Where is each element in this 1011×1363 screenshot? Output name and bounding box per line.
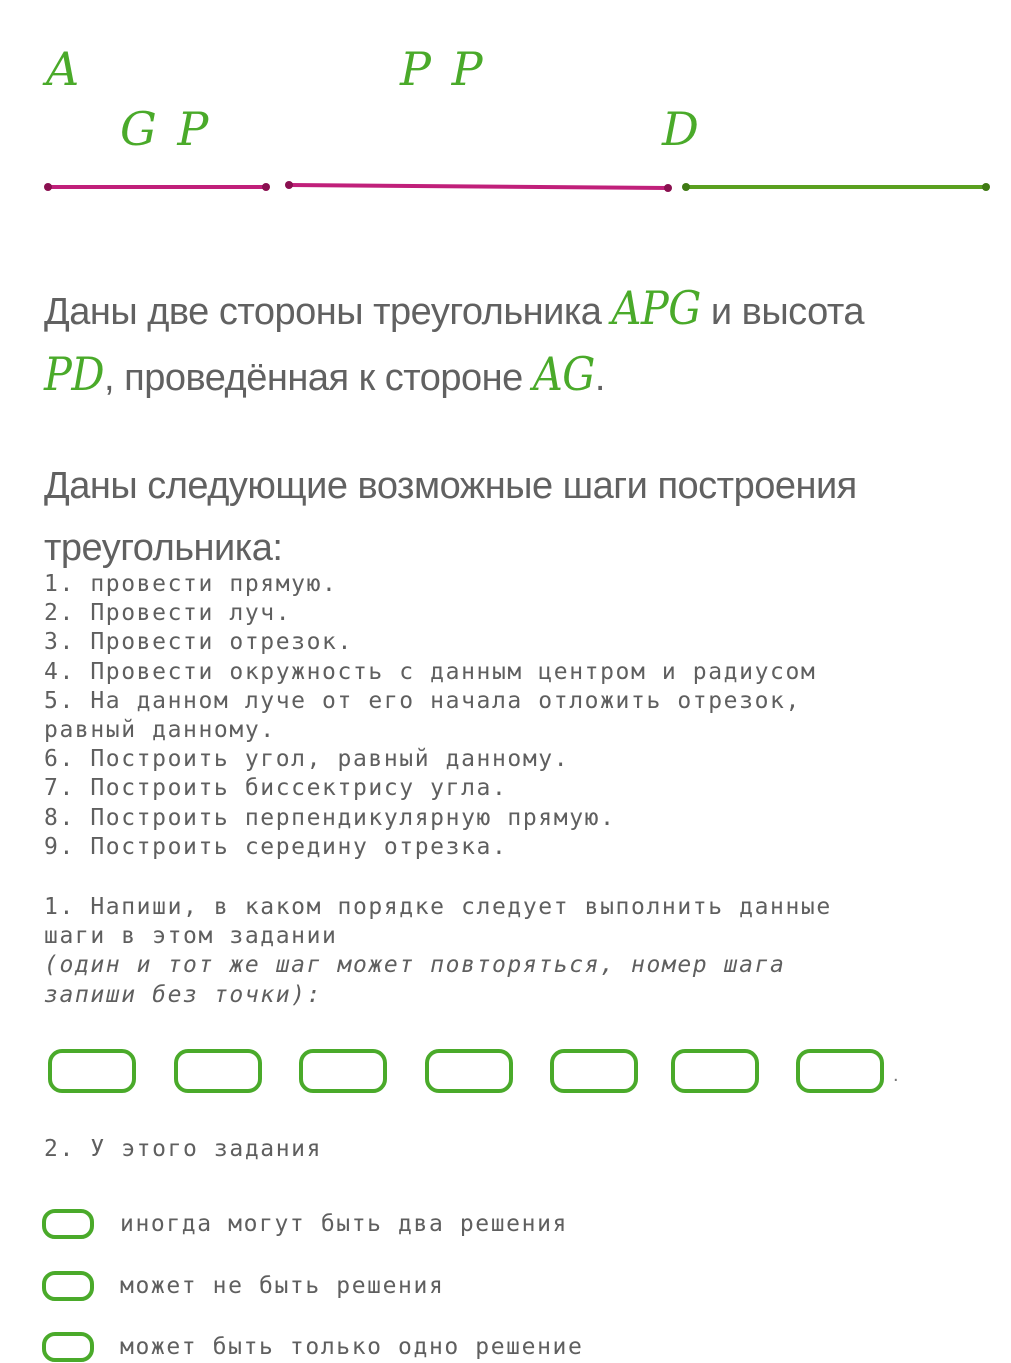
segment-pd-start <box>682 183 690 191</box>
segment-pp-start <box>285 181 293 189</box>
segment-ag-end <box>262 183 270 191</box>
label-d: D <box>662 102 699 156</box>
side-name: AG <box>532 347 595 401</box>
radio-two-solutions[interactable] <box>42 1209 94 1239</box>
question-1-line-2: шаги в этом задании <box>44 923 338 950</box>
problem-text-2: и высота <box>700 291 864 333</box>
segment-pd-end <box>982 183 990 191</box>
question-1 <box>44 893 1011 1010</box>
label-gp: G P <box>120 102 209 156</box>
question-2-label: 2. У этого задания <box>44 1136 323 1162</box>
step-item: равный данному. <box>44 717 276 744</box>
step-item: 7. Построить биссектрису угла. <box>44 775 508 802</box>
step-item: 6. Построить угол, равный данному. <box>44 746 570 773</box>
answer-box-7[interactable] <box>796 1049 884 1093</box>
option-label: может быть только одно решение <box>120 1334 584 1360</box>
option-label: иногда могут быть два решения <box>120 1211 568 1237</box>
answer-box-3[interactable] <box>299 1049 387 1093</box>
problem-text-4: . <box>594 357 605 399</box>
step-item: 9. Построить середину отрезка. <box>44 833 508 860</box>
step-item: 5. На данном луче от его начала отложить отрезок, <box>44 687 801 714</box>
question-1-line-1: 1. Напиши, в каком порядке следует выполнить данные <box>44 894 832 920</box>
segment-pp <box>289 185 668 188</box>
answer-box-1[interactable] <box>48 1049 136 1093</box>
problem-text-3: , проведённая к стороне <box>104 357 533 399</box>
step-item: 8. Построить перпендикулярную прямую. <box>44 804 616 831</box>
label-pp: P P <box>400 42 483 96</box>
option-one-solution[interactable] <box>42 1331 583 1363</box>
step-item: 4. Провести окружность с данным центром и радиусом <box>44 658 817 685</box>
problem-statement <box>44 277 864 409</box>
step-item: 2. Провести луч. <box>44 600 292 627</box>
option-two-solutions[interactable] <box>42 1208 568 1240</box>
problem-line-1 <box>44 277 864 343</box>
problem-text-1: Даны две стороны треугольника <box>44 291 612 333</box>
problem-line-2 <box>44 343 864 409</box>
step-item: 3. Провести отрезок. <box>44 629 353 656</box>
question-1-hint-2: запиши без точки): <box>44 981 323 1008</box>
answer-box-4[interactable] <box>425 1049 513 1093</box>
radio-one-solution[interactable] <box>42 1332 94 1362</box>
given-segments <box>0 160 1011 220</box>
height-name: PD <box>44 347 105 401</box>
step-item: 1. провести прямую. <box>44 571 338 597</box>
segment-ag-start <box>44 183 52 191</box>
answer-box-5[interactable] <box>550 1049 638 1093</box>
question-1-hint-1: (один и тот же шаг может повторяться, номер шага <box>44 952 786 979</box>
radio-no-solution[interactable] <box>42 1271 94 1301</box>
steps-list <box>44 570 1011 862</box>
segment-pp-end <box>664 184 672 192</box>
option-no-solution[interactable] <box>42 1270 444 1302</box>
triangle-name: APG <box>611 281 701 335</box>
steps-intro: Даны следующие возможные шаги построения треугольника: <box>44 465 857 569</box>
answer-box-6[interactable] <box>671 1049 759 1093</box>
answers-period: . <box>893 1064 899 1086</box>
option-label: может не быть решения <box>120 1273 445 1299</box>
answer-box-2[interactable] <box>174 1049 262 1093</box>
label-a: A <box>46 42 80 96</box>
